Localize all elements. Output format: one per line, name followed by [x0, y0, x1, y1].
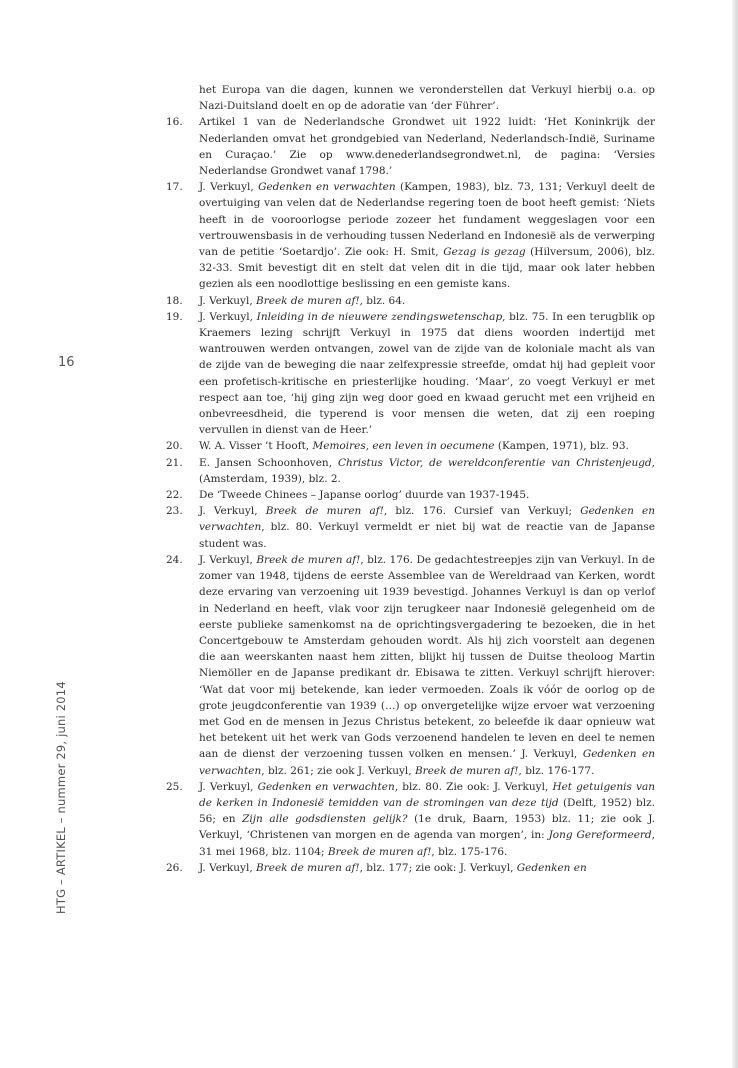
note-text: [199, 503, 655, 552]
note-item: [166, 779, 655, 860]
note-text-run: J. Verkuyl: [199, 310, 250, 323]
note-text-run: , blz. 75. In een terugblik op Kraemers lezing schrijft Verkuyl in 1975 dat diens woorden indertijd met wantrouwen werden ontvangen, zowel van de zijde van de koloniale macht als van de zijde van de beweging die naar zelfexpressie streefde, omdat hij had gepleit voor een profetisch-kritische en priesterlijke houding. ‘Maar’, zo voegt Verkuyl er met respect aan toe, ‘hij ging zijn weg door goed en kwaad gerucht met een vrijheid en onbevreesdheid, die typerend is voor mensen die weten, dat zij een roeping vervullen in dienst van de Heer.’: [199, 310, 655, 437]
note-text-run: , 31 mei 1968, blz. 1104;: [199, 829, 655, 858]
note-title: , Inleiding in de nieuwere zendingswetenschap: [249, 310, 503, 323]
note-number: 18.: [166, 294, 183, 307]
note-title: Gezag is gezag: [443, 246, 526, 259]
note-text-run: blz. 64.: [362, 294, 406, 307]
note-number: 23.: [166, 505, 183, 518]
note-number: 19.: [166, 310, 183, 323]
note-number: 21.: [166, 456, 183, 469]
note-title: Breek de muren af!,: [256, 294, 363, 307]
endnotes: [166, 82, 655, 876]
note-text: [199, 114, 655, 179]
note-text: [199, 293, 655, 309]
note-number: 17.: [166, 181, 183, 194]
note-title: Jong Gereformeerd: [548, 829, 652, 842]
note-text-run: J. Verkuyl,: [199, 505, 266, 518]
note-text: [199, 309, 655, 439]
note-text-run: , blz. 176-177.: [518, 764, 595, 777]
note-text-run: (Delft, 1952) blz. 56; en: [199, 796, 655, 826]
note-text: [199, 438, 655, 454]
note-text-run: , blz. 177; zie ook: J. Verkuyl,: [359, 861, 517, 874]
note-title: Gedenken en verwachten: [258, 181, 396, 194]
note-number: 16.: [166, 116, 183, 129]
note-number: 20.: [166, 440, 183, 453]
note-title: Gedenken en verwachten: [199, 505, 656, 534]
note-text-run: , blz. 176. De gedachtestreepjes zijn van Verkuyl. In de zomer van 1948, tijdens de eerste Assemblee van de Wereldraad van Kerken, wordt deze ervaring van verzoening uit 1939 bevestigd. Johannes Verkuyl is dan op verlof in Nederland en heeft, vlak voor zijn terugkeer naar Indonesië gelegenheid om de eerste publieke samenkomst na de oprichtingsvergadering te bezoeken, die in het Concertgebouw te Amsterdam gehouden wordt. Als hij zich voorstelt aan degenen die aan weerskanten naast hem zitten, blijkt hij tussen de Duitse theoloog Martin Niemöller en de Japanse predikant dr. Ebisawa te zitten. Verkuyl schrijft hierover: ‘Wat dat voor mij betekende, kan ieder vermoeden. Zoals ik vóór de oorlog op de grote jeugdconferentie van 1939 (…) op onvergetelijke wijze ervoer wat verzoening met God en de mensen in Jezus Christus betekent, zo beleefde ik daar opnieuw wat het betekent uit het werk van Gods verzoenend handelen te leven en deel te nemen aan de dienst der verzoening tussen volken en mensen.’ J. Verkuyl,: [199, 553, 655, 761]
note-title: Breek de muren af!: [256, 861, 360, 874]
note-text-run: (Kampen, 1983), blz. 73, 131; Verkuyl deelt de overtuiging van velen dat de Nederlandse regering toen de boot heeft gemist: ‘Niets heeft in de vooroorlogse periode zozeer het fundament weggeslagen voor een vertrouwensbasis in de verhouding tussen Nederland en Indonesië als de verwerping van de petitie ‘Soetardjo’. Zie ook: H. Smit,: [199, 181, 655, 259]
note-title: Memoires, een leven in oecumene: [312, 440, 495, 453]
note-text: [199, 487, 655, 503]
note-text-run: , blz. 175-176.: [431, 845, 508, 858]
note-text-run: (Kampen, 1971), blz. 93.: [494, 440, 629, 453]
note-text: [199, 860, 655, 876]
note-text-run: J. Verkuyl,: [199, 181, 259, 194]
note-title: Zijn alle godsdiensten gelijk?: [242, 813, 408, 826]
note-text-run: , blz. 80. Zie ook: J. Verkuyl,: [394, 780, 553, 793]
note-text: [199, 179, 655, 292]
note-text-run: , (Amsterdam, 1939), blz. 2.: [199, 456, 655, 485]
note-item: [166, 293, 655, 309]
note-text-run: (Hilversum, 2006), blz. 32-33. Smit bevestigt dit en stelt dat velen dit in die tijd, maar ook later hebben gezien als een noodlottige beslissing en een gemiste kans.: [199, 246, 655, 291]
note-title: Gedenken en verwachten: [199, 748, 656, 777]
note-title: Breek de muren af!: [265, 505, 384, 518]
note-item: [166, 179, 655, 292]
note-text: [199, 552, 655, 779]
note-text-run: J. Verkuyl,: [199, 294, 257, 307]
note-continuation: het Europa van die dagen, kunnen we veronderstellen dat Verkuyl hierbij o.a. op Nazi-Duitsland doelt en op de adoratie van ‘der Führer’.: [199, 84, 655, 113]
note-list: [166, 114, 655, 876]
note-text-run: E. Jansen Schoonhoven,: [199, 456, 338, 469]
note-text-run: Artikel 1 van de Nederlandsche Grondwet uit 1922 luidt: ‘Het Koninkrijk der Nederlanden omvat het grondgebied van Nederland, Nederlandsch-Indië, Suriname en Curaçao.’ Zie op www.denederlandsegrondwet.nl, de pagina: ‘Versies Nederlandse Grondwet vanaf 1798.’: [199, 116, 655, 178]
note-text: [199, 779, 655, 860]
note-text-run: , blz. 261; zie ook J. Verkuyl,: [261, 764, 415, 777]
note-number: 26.: [166, 861, 183, 874]
note-title: Breek de muren af!: [414, 764, 519, 777]
note-item: [166, 487, 655, 503]
note-text: [199, 455, 655, 487]
note-text-run: J. Verkuyl,: [199, 861, 257, 874]
running-head: HTG – ARTIKEL – nummer 29, juni 2014: [54, 681, 68, 914]
note-text-run: , blz. 80. Verkuyl vermeldt er niet bij wat de reactie van de Japanse student was.: [199, 521, 655, 550]
note-title: Breek de muren af!: [327, 845, 432, 858]
note-text-run: J. Verkuyl,: [199, 553, 257, 566]
note-title: Gedenken en verwachten: [257, 780, 395, 793]
note-number: 22.: [166, 489, 183, 502]
page-edge: [732, 0, 738, 1068]
note-title: Breek de muren af!: [256, 553, 361, 566]
note-text-run: , blz. 176. Cursief van Verkuyl;: [383, 505, 581, 518]
note-title: Gedenken en: [516, 861, 587, 874]
note-text-run: W. A. Visser ’t Hooft,: [199, 440, 313, 453]
note-text-run: (1e druk, Baarn, 1953) blz. 11; zie ook J. Verkuyl, ‘Christenen van morgen en de agenda van morgen’, in:: [199, 813, 655, 842]
note-item: [166, 860, 655, 876]
note-item: [166, 552, 655, 779]
note-item: [166, 114, 655, 179]
note-title: Christus Victor, de wereldconferentie van Christenjeugd: [337, 456, 652, 469]
note-number: 24.: [166, 553, 183, 566]
note-title: Het getuigenis van de kerken in Indonesië temidden van de stromingen van deze tijd: [199, 780, 655, 809]
note-text-run: J. Verkuyl,: [199, 780, 258, 793]
page-number: 16: [58, 355, 75, 370]
note-item: [166, 309, 655, 439]
note-item: [166, 438, 655, 454]
note-item: [166, 503, 655, 552]
note-text-run: De ‘Tweede Chinees – Japanse oorlog’ duurde van 1937-1945.: [199, 489, 530, 502]
note-number: 25.: [166, 780, 183, 793]
note-item: [166, 455, 655, 487]
